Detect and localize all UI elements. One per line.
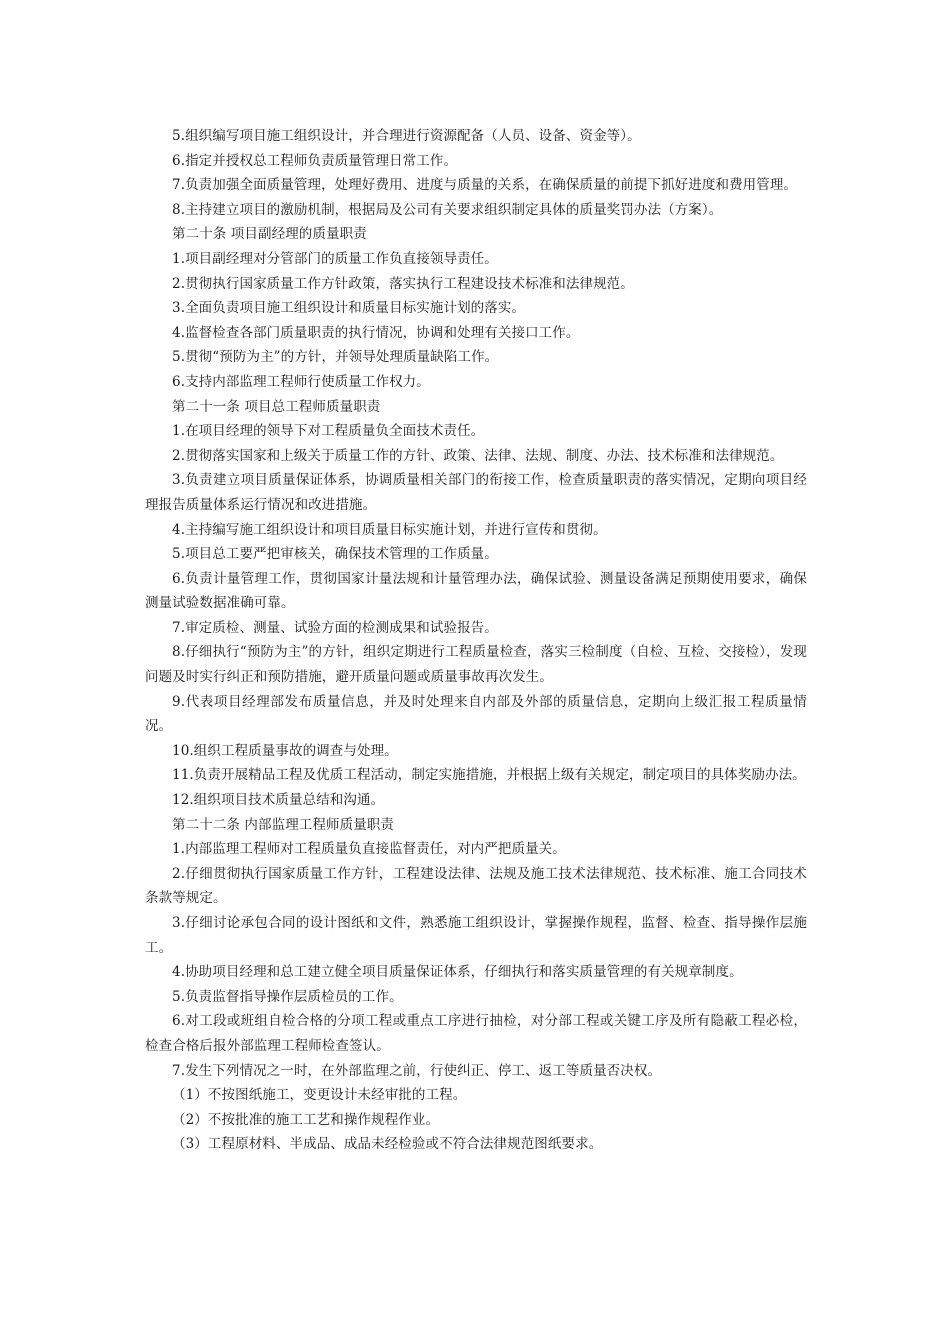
section-heading: 第二十条 项目副经理的质量职责 <box>172 226 367 243</box>
paragraph: 7.发生下列情况之一时，在外部监理之前，行使纠正、停工、返工等质量否决权。 <box>172 1062 662 1079</box>
paragraph: 1.在项目经理的领导下对工程质量负全面技术责任。 <box>172 423 485 440</box>
paragraph: 12.组织项目技术质量总结和沟通。 <box>172 792 385 809</box>
paragraph: 2.贯彻落实国家和上级关于质量工作的方针、政策、法律、法规、制度、办法、技术标准和法律规范。 <box>172 447 784 464</box>
paragraph: 8.主持建立项目的激励机制，根据局及公司有关要求组织制定具体的质量奖罚办法（方案）。 <box>172 201 723 218</box>
paragraph: （1）不按图纸施工，变更设计未经审批的工程。 <box>172 1087 467 1104</box>
paragraph: 3.负责建立项目质量保证体系，协调质量相关部门的衔接工作，检查质量职责的落实情况，定期向项目经理报告质量体系运行情况和改进措施。 <box>145 472 807 513</box>
paragraph: 2.贯彻执行国家质量工作方针政策，落实执行工程建设技术标准和法律规范。 <box>172 275 634 292</box>
paragraph: 4.监督检查各部门质量职责的执行情况，协调和处理有关接口工作。 <box>172 324 580 341</box>
paragraph: 1.内部监理工程师对工程质量负直接监督责任，对内严把质量关。 <box>172 841 566 858</box>
paragraph: 2.仔细贯彻执行国家质量工作方针，工程建设法律、法规及施工技术法律规范、技术标准、施工合同技术条款等规定。 <box>145 865 807 907</box>
paragraph: 11.负责开展精品工程及优质工程活动，制定实施措施，并根据上级有关规定，制定项目的具体奖励办法。 <box>172 767 806 784</box>
paragraph: 1.项目副经理对分管部门的质量工作负直接领导责任。 <box>172 250 498 267</box>
paragraph: 7.负责加强全面质量管理，处理好费用、进度与质量的关系，在确保质量的前提下抓好进度和费用管理。 <box>172 177 798 194</box>
section-heading: 第二十二条 内部监理工程师质量职责 <box>172 816 394 833</box>
paragraph: 6.对工段或班组自检合格的分项工程或重点工序进行抽检，对分部工程或关键工序及所有隐蔽工程必检，检查合格后报外部监理工程师检查签认。 <box>145 1013 807 1054</box>
paragraph: 3.仔细讨论承包合同的设计图纸和文件，熟悉施工组织设计，掌握操作规程，监督、检查、指导操作层施工。 <box>145 915 807 956</box>
document-page <box>145 124 807 1157</box>
paragraph: 6.支持内部监理工程师行使质量工作权力。 <box>172 373 430 390</box>
paragraph: （2）不按批准的施工工艺和操作规程作业。 <box>172 1111 440 1128</box>
paragraph: 5.负责监督指导操作层质检员的工作。 <box>172 988 403 1005</box>
paragraph: 4.协助项目经理和总工建立健全项目质量保证体系，仔细执行和落实质量管理的有关规章制度。 <box>172 964 743 981</box>
paragraph: 5.项目总工要严把审核关，确保技术管理的工作质量。 <box>172 546 498 563</box>
paragraph: 3.全面负责项目施工组织设计和质量目标实施计划的落实。 <box>172 300 526 317</box>
paragraph: 9.代表项目经理部发布质量信息，并及时处理来自内部及外部的质量信息，定期向上级汇报工程质量情况。 <box>145 693 807 735</box>
paragraph: 5.组织编写项目施工组织设计，并合理进行资源配备（人员、设备、资金等）。 <box>172 128 641 144</box>
paragraph: 6.指定并授权总工程师负责质量管理日常工作。 <box>172 152 458 169</box>
paragraph: 6.负责计量管理工作，贯彻国家计量法规和计量管理办法，确保试验、测量设备满足预期使用要求，确保测量试验数据准确可靠。 <box>145 570 807 612</box>
paragraph: 7.审定质检、测量、试验方面的检测成果和试验报告。 <box>172 619 498 636</box>
paragraph: 10.组织工程质量事故的调查与处理。 <box>172 742 398 759</box>
paragraph: 8.仔细执行“预防为主”的方针，组织定期进行工程质量检查，落实三检制度（自检、互检、交接检），发现问题及时实行纠正和预防措施，避开质量问题或质量事故再次发生。 <box>145 644 807 686</box>
paragraph: 5.贯彻“预防为主”的方针，并领导处理质量缺陷工作。 <box>172 349 499 366</box>
paragraph: 4.主持编写施工组织设计和项目质量目标实施计划，并进行宣传和贯彻。 <box>172 521 607 538</box>
paragraph: （3）工程原材料、半成品、成品未经检验或不符合法律规范图纸要求。 <box>172 1136 603 1153</box>
section-heading: 第二十一条 项目总工程师质量职责 <box>172 398 381 415</box>
